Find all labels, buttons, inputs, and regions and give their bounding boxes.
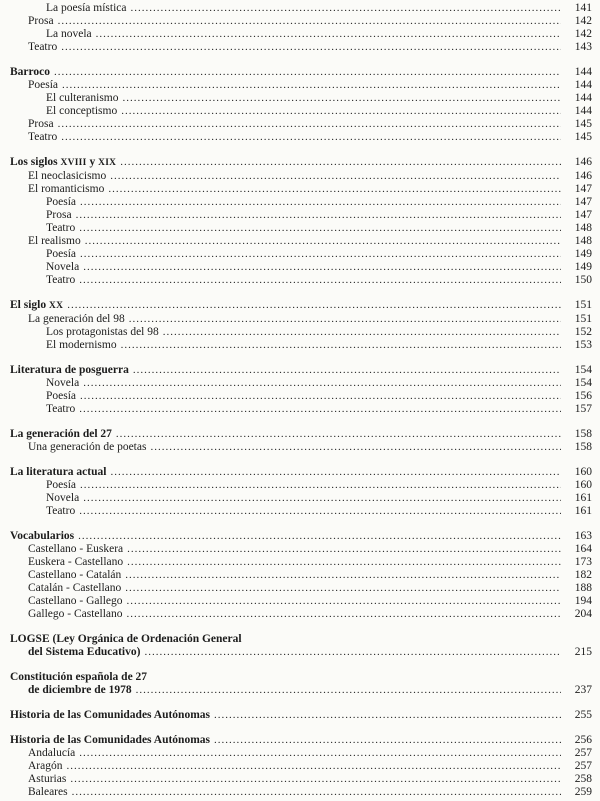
toc-row <box>10 15 592 28</box>
toc-page-number: 257 <box>574 760 592 772</box>
dot-leader <box>79 505 561 518</box>
toc-entry-label: Teatro <box>46 505 76 517</box>
toc-entry-label: del Sistema Educativo) <box>28 646 141 658</box>
dot-leader <box>163 326 561 339</box>
toc-page-number: 145 <box>574 131 592 143</box>
toc-row <box>10 326 592 339</box>
toc-entry-label: Catalán - Castellano <box>28 582 122 594</box>
dot-leader <box>76 209 561 222</box>
toc-page-number: 161 <box>574 505 592 517</box>
toc-entry-label: Poesía <box>28 79 59 91</box>
toc-page-number: 158 <box>574 441 592 453</box>
dot-leader <box>79 747 561 760</box>
toc-entry-label: Castellano - Catalán <box>28 569 122 581</box>
toc-entry-label: El modernismo <box>46 339 117 351</box>
toc-row <box>10 492 592 505</box>
toc-row <box>10 403 592 416</box>
smallcaps-text: XVIII <box>60 158 87 168</box>
dot-leader <box>70 773 561 786</box>
toc-row <box>10 156 592 170</box>
dot-leader <box>79 222 561 235</box>
toc-row <box>10 118 592 131</box>
toc-row <box>10 646 592 659</box>
toc-page-number: 148 <box>574 235 592 247</box>
toc-page-number: 156 <box>574 390 592 402</box>
dot-leader <box>130 2 561 15</box>
toc-page-number: 163 <box>574 530 592 542</box>
toc-entry-label: Castellano - Euskera <box>28 543 124 555</box>
toc-row <box>10 582 592 595</box>
toc-entry-label: La novela <box>46 28 92 40</box>
toc-row <box>10 131 592 144</box>
toc-entry-label: La generación del 27 <box>10 428 112 440</box>
toc-entry-label: Baleares <box>28 786 68 798</box>
dot-leader <box>116 428 561 441</box>
toc-entry-label: El siglo XX <box>10 299 64 311</box>
toc-page-number: 145 <box>574 118 592 130</box>
toc-row <box>10 441 592 454</box>
toc-page-number: 144 <box>574 92 592 104</box>
toc-row <box>10 428 592 441</box>
toc-row <box>10 479 592 492</box>
dot-leader <box>58 118 561 131</box>
dot-leader <box>80 390 561 403</box>
dot-leader <box>67 299 561 312</box>
toc-entry-label: Asturias <box>28 773 67 785</box>
dot-leader <box>80 248 561 261</box>
toc-page-number: 173 <box>574 556 592 568</box>
toc-page-number: 147 <box>574 196 592 208</box>
dot-leader <box>78 530 561 543</box>
toc-entry-label: Literatura de posguerra <box>10 364 129 376</box>
toc-row <box>10 222 592 235</box>
toc-row <box>10 364 592 377</box>
toc-page-number: 161 <box>574 492 592 504</box>
toc-entry-label: Teatro <box>46 222 76 234</box>
toc-entry-label: Teatro <box>46 274 76 286</box>
toc-entry-label: Una generación de poetas <box>28 441 147 453</box>
toc-page-number: 148 <box>574 222 592 234</box>
toc-page-number: 258 <box>574 773 592 785</box>
smallcaps-text: XX <box>48 301 64 311</box>
toc-row <box>10 595 592 608</box>
toc-row <box>10 390 592 403</box>
toc-row <box>10 41 592 54</box>
toc-section <box>10 530 592 621</box>
toc-entry-label: El romanticismo <box>28 183 105 195</box>
dot-leader <box>129 313 561 326</box>
toc-row <box>10 105 592 118</box>
toc-row <box>10 556 592 569</box>
toc-entry-label: El culteranismo <box>46 92 119 104</box>
toc-page-number: 153 <box>574 339 592 351</box>
dot-leader <box>110 170 561 183</box>
toc-row <box>10 786 592 799</box>
toc-row <box>10 466 592 479</box>
toc-entry-label: Novela <box>46 261 80 273</box>
toc-entry-label: Los siglos XVIII y XIX <box>10 156 117 168</box>
toc-entry-label: Poesía <box>46 196 77 208</box>
dot-leader <box>144 646 561 659</box>
toc-entry-label: Constitución española de 27 <box>10 671 148 683</box>
toc-page-number: 154 <box>574 377 592 389</box>
toc-row <box>10 248 592 261</box>
toc-row <box>10 339 592 352</box>
toc-list <box>10 2 592 799</box>
dot-leader <box>80 479 561 492</box>
toc-section <box>10 633 592 659</box>
toc-section <box>10 2 592 54</box>
dot-leader <box>79 274 561 287</box>
toc-page-number: 149 <box>574 248 592 260</box>
toc-section <box>10 364 592 416</box>
toc-row <box>10 313 592 326</box>
toc-row <box>10 299 592 313</box>
dot-leader <box>125 569 561 582</box>
toc-entry-label: Vocabularios <box>10 530 75 542</box>
dot-leader <box>127 543 561 556</box>
toc-page-number: 204 <box>574 608 592 620</box>
toc-section <box>10 66 592 144</box>
toc-page-number: 237 <box>574 684 592 696</box>
toc-section <box>10 734 592 799</box>
toc-row <box>10 209 592 222</box>
toc-entry-label: Historia de las Comunidades Autónomas <box>10 734 211 746</box>
dot-leader <box>127 556 561 569</box>
toc-page-number: 158 <box>574 428 592 440</box>
dot-leader <box>67 760 562 773</box>
dot-leader <box>125 582 561 595</box>
toc-entry-label: Castellano - Gallego <box>28 595 123 607</box>
toc-page-number: 146 <box>574 156 592 168</box>
smallcaps-text: XIX <box>98 158 117 168</box>
dot-leader <box>72 786 561 799</box>
toc-entry-label: Prosa <box>28 15 54 27</box>
toc-row <box>10 505 592 518</box>
toc-entry-label: Teatro <box>28 131 58 143</box>
toc-section <box>10 671 592 697</box>
toc-page-number: 256 <box>574 734 592 746</box>
dot-leader <box>79 403 561 416</box>
toc-entry-label: Prosa <box>46 209 72 221</box>
dot-leader <box>121 339 561 352</box>
toc-page-number: 147 <box>574 183 592 195</box>
toc-entry-label: Poesía <box>46 248 77 260</box>
toc-entry-label: Novela <box>46 377 80 389</box>
dot-leader <box>133 364 561 377</box>
toc-page-number: 157 <box>574 403 592 415</box>
toc-row <box>10 773 592 786</box>
toc-row <box>10 261 592 274</box>
toc-page-number: 146 <box>574 170 592 182</box>
toc-row <box>10 608 592 621</box>
toc-section <box>10 466 592 518</box>
toc-row <box>10 196 592 209</box>
toc-page-number: 142 <box>574 28 592 40</box>
dot-leader <box>150 441 561 454</box>
toc-row <box>10 684 592 697</box>
toc-page-number: 151 <box>574 313 592 325</box>
dot-leader <box>121 105 561 118</box>
toc-entry-label: La literatura actual <box>10 466 107 478</box>
toc-row <box>10 2 592 15</box>
toc-section <box>10 156 592 287</box>
toc-row <box>10 633 592 646</box>
toc-entry-label: El conceptismo <box>46 105 118 117</box>
toc-row <box>10 79 592 92</box>
toc-page-number: 160 <box>574 466 592 478</box>
dot-leader <box>83 261 561 274</box>
toc-entry-label: Gallego - Castellano <box>28 608 123 620</box>
toc-row <box>10 183 592 196</box>
toc-page-number: 182 <box>574 569 592 581</box>
toc-page-number: 257 <box>574 747 592 759</box>
dot-leader <box>80 196 561 209</box>
dot-leader <box>54 66 561 79</box>
dot-leader <box>96 28 561 41</box>
toc-row <box>10 747 592 760</box>
dot-leader <box>214 734 561 747</box>
dot-leader <box>120 156 561 169</box>
toc-entry-label: Barroco <box>10 66 51 78</box>
dot-leader <box>83 377 561 390</box>
toc-entry-label: Historia de las Comunidades Autónomas <box>10 709 211 721</box>
toc-entry-label: LOGSE (Ley Orgánica de Ordenación General <box>10 633 242 645</box>
dot-leader <box>127 608 561 621</box>
toc-page-number: 149 <box>574 261 592 273</box>
toc-entry-label: Los protagonistas del 98 <box>46 326 159 338</box>
toc-page-number: 255 <box>574 709 592 721</box>
toc-row <box>10 543 592 556</box>
toc-row <box>10 734 592 747</box>
toc-row <box>10 92 592 105</box>
dot-leader <box>83 492 561 505</box>
dot-leader <box>58 15 561 28</box>
toc-page-number: 147 <box>574 209 592 221</box>
dot-leader <box>108 183 561 196</box>
toc-entry-label: Poesía <box>46 390 77 402</box>
toc-entry-label: Prosa <box>28 118 54 130</box>
dot-leader <box>127 595 561 608</box>
toc-page-number: 141 <box>574 2 592 14</box>
dot-leader <box>214 709 561 722</box>
dot-leader <box>136 684 561 697</box>
toc-entry-label: Teatro <box>28 41 58 53</box>
dot-leader <box>61 131 561 144</box>
toc-row <box>10 28 592 41</box>
toc-section <box>10 709 592 722</box>
dot-leader <box>62 79 561 92</box>
toc-entry-label: La generación del 98 <box>28 313 125 325</box>
toc-row <box>10 66 592 79</box>
toc-row <box>10 377 592 390</box>
toc-page-number: 188 <box>574 582 592 594</box>
toc-page-number: 215 <box>574 646 592 658</box>
toc-row <box>10 709 592 722</box>
toc-page-number: 144 <box>574 105 592 117</box>
toc-entry-label: Aragón <box>28 760 63 772</box>
toc-row <box>10 671 592 684</box>
dot-leader <box>123 92 562 105</box>
toc-row <box>10 274 592 287</box>
dot-leader <box>61 41 561 54</box>
toc-page-number: 151 <box>574 299 592 311</box>
toc-page-number: 144 <box>574 66 592 78</box>
toc-entry-label: Andalucía <box>28 747 76 759</box>
toc-section <box>10 299 592 352</box>
toc-page-number: 259 <box>574 786 592 798</box>
toc-entry-label: Teatro <box>46 403 76 415</box>
toc-page-number: 164 <box>574 543 592 555</box>
toc-row <box>10 569 592 582</box>
toc-page-number: 160 <box>574 479 592 491</box>
toc-row <box>10 235 592 248</box>
toc-page-number: 154 <box>574 364 592 376</box>
toc-page-number: 194 <box>574 595 592 607</box>
toc-page-number: 152 <box>574 326 592 338</box>
toc-row <box>10 530 592 543</box>
toc-page-number: 144 <box>574 79 592 91</box>
toc-entry-label: El neoclasicismo <box>28 170 107 182</box>
toc-entry-label: La poesía mística <box>46 2 127 14</box>
toc-entry-label: Novela <box>46 492 80 504</box>
toc-row <box>10 170 592 183</box>
toc-entry-label: Euskera - Castellano <box>28 556 124 568</box>
toc-entry-label: El realismo <box>28 235 81 247</box>
toc-page-number: 150 <box>574 274 592 286</box>
dot-leader <box>85 235 561 248</box>
toc-entry-label: Poesía <box>46 479 77 491</box>
toc-row <box>10 760 592 773</box>
toc-entry-label: de diciembre de 1978 <box>28 684 132 696</box>
toc-page-number: 143 <box>574 41 592 53</box>
toc-page-number: 142 <box>574 15 592 27</box>
toc-section <box>10 428 592 454</box>
dot-leader <box>110 466 561 479</box>
